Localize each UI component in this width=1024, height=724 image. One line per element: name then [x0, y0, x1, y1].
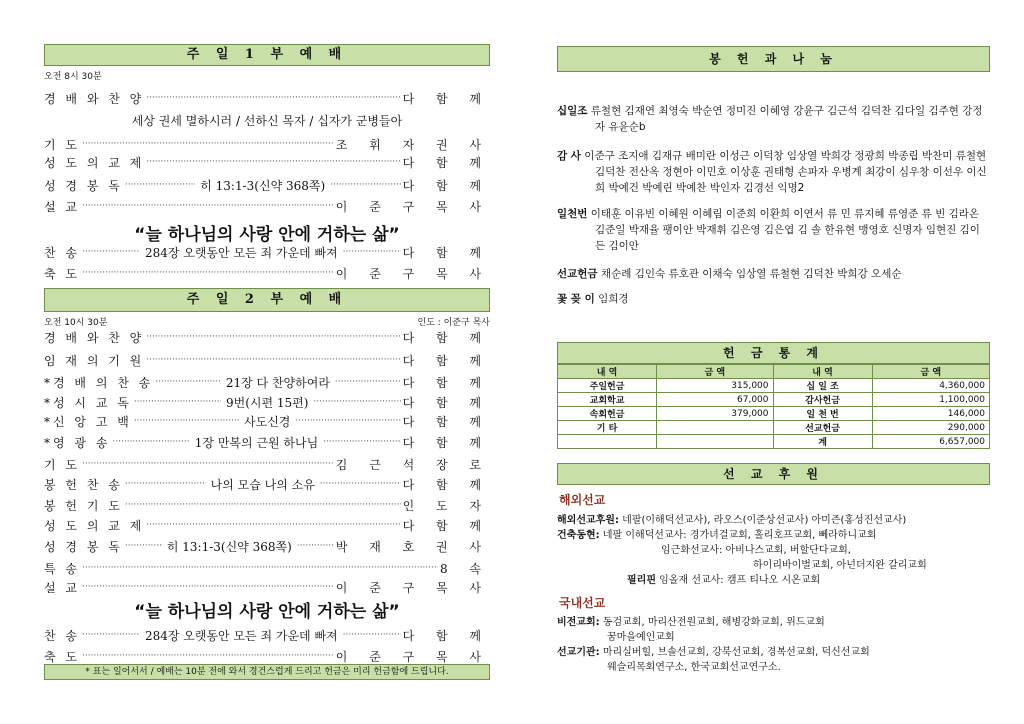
offering-amount: 1,100,000	[872, 393, 989, 407]
overseas-label: 해외선교후원:	[557, 515, 619, 526]
service1-header: 주 일 1 부 예 배	[44, 44, 490, 66]
offering-row	[558, 407, 990, 421]
service1-time: 오전 8시 30분	[44, 72, 102, 82]
building-line3: 하이리바이벌교회, 아넌더지완 갈리교회	[753, 560, 927, 571]
order-detail: 284장 오랫동안 모든 죄 가운데 빠져	[144, 628, 338, 643]
order-leader: 다 함 께	[402, 628, 490, 643]
leader-dots	[125, 541, 162, 551]
order-leader: 다 함 께	[402, 395, 490, 410]
sharing-names: 채순례 김인숙 류호관 이채숙 임상열 류철현 김덕찬 박희강 오세순	[600, 268, 902, 280]
order-label: *영 광 송	[44, 435, 111, 450]
offering-item: 계	[773, 435, 872, 449]
order-row	[44, 135, 490, 153]
order-leader: 다 함 께	[402, 353, 490, 368]
col-item-1: 내 역	[558, 365, 657, 379]
order-leader: 이 준 구 목 사	[335, 266, 490, 281]
sharing-names: 이태훈 이유빈 이혜원 이혜림 이준희 이환희 이연서 류 민 류지혜 류영준 류 빈 김라온 김준일 박재율 팽이안 박재휘 김은영 김은엽 김 솔 한유현 맹영호 신명자 임현진 김이든 김이안	[590, 208, 980, 252]
leader-dots	[146, 355, 400, 365]
order-row	[44, 516, 490, 534]
leader-dots	[82, 139, 334, 149]
leader-dots	[343, 630, 401, 640]
offering-item: 일 천 번	[773, 407, 872, 421]
offering-row	[558, 435, 990, 449]
order-leader: 김 근 석 장 로	[335, 457, 490, 472]
order-label: 성 경 봉 독	[44, 539, 123, 554]
leader-dots	[146, 157, 400, 167]
order-row	[44, 559, 490, 577]
offering-amount: 146,000	[872, 407, 989, 421]
offering-item: 십 일 조	[773, 379, 872, 393]
leader-dots	[125, 500, 401, 510]
order-label: 설 교	[44, 199, 80, 214]
sharing-group	[557, 291, 990, 307]
order-label: 축 도	[44, 266, 80, 281]
footer-note: * 표는 일어서서 / 예배는 10분 전에 와서 경건스럽게 드리고 헌금은 미리 헌금함에 드립니다.	[44, 664, 490, 680]
service2-header: 주 일 2 부 예 배	[44, 288, 490, 312]
domestic-mission	[557, 615, 990, 675]
leader-dots	[82, 630, 140, 640]
order-row	[44, 176, 490, 194]
order-row	[44, 328, 490, 346]
order-row	[44, 475, 490, 493]
leader-dots	[82, 563, 438, 573]
leader-dots	[313, 397, 400, 407]
overseas-mission	[557, 513, 990, 588]
building-text: 네팔 이해덕선교사: 경가녀걸교회, 홀리호프교회, 뻬라하니교회	[602, 530, 877, 541]
leader-dots	[82, 247, 140, 257]
sharing-key: 선교헌금	[557, 268, 598, 280]
leader-dots	[335, 377, 401, 387]
offering-amount	[657, 421, 773, 435]
order-detail: 나의 모습 나의 소유	[210, 477, 315, 492]
offering-amount: 379,000	[657, 407, 773, 421]
leader-dots	[82, 582, 334, 592]
leader-dots	[82, 459, 334, 469]
order-row	[44, 496, 490, 514]
order-label: 봉 헌 찬 송	[44, 477, 123, 492]
sharing-header: 봉 헌 과 나 눔	[557, 46, 990, 72]
sharing-names: 이준구 조지애 김재규 배미란 이성근 이덕창 임상열 박희강 정광희 박종립 박찬미 류철현 김덕찬 전산옥 정현아 이민호 이상훈 권태형 손파자 우병계 최강이 심우창 이선우 이신희 박예건 박예린 박예찬 박인자 김경선 익명2	[584, 150, 987, 194]
offering-amount: 315,000	[657, 379, 773, 393]
order-row	[44, 455, 490, 473]
leader-dots	[343, 247, 401, 257]
order-label: 성 경 봉 독	[44, 178, 123, 193]
order-row	[44, 264, 490, 282]
order-detail: 21장 다 찬양하여라	[225, 375, 330, 390]
sharing-key: 꽃 꽂 이	[557, 293, 595, 305]
order-leader: 다 함 께	[402, 245, 490, 260]
building-label: 건축동현:	[557, 530, 600, 541]
sharing-names: 류철현 김재연 최영숙 박순연 정미진 이혜영 강윤구 김근석 김덕찬 김다일 김주현 강정자 유윤순b	[590, 105, 983, 133]
sharing-group	[557, 148, 990, 196]
order-label: 성 도 의 교 제	[44, 518, 145, 533]
order-row	[44, 412, 490, 430]
order-row	[44, 243, 490, 261]
order-label: 설 교	[44, 580, 80, 595]
service2-sermon-title: “늘 하나님의 사랑 안에 거하는 삶”	[134, 602, 400, 622]
leader-dots	[295, 416, 400, 426]
order-detail: 284장 오랫동안 모든 죄 가운데 빠져	[144, 245, 338, 260]
order-label: 경 배 와 찬 양	[44, 91, 145, 106]
order-leader: 이 준 구 목 사	[335, 580, 490, 595]
offering-item: 감사헌금	[773, 393, 872, 407]
offering-item	[558, 435, 657, 449]
leader-dots	[320, 479, 401, 489]
offering-item: 선교헌금	[773, 421, 872, 435]
order-detail: 9번(시편 15편)	[225, 395, 309, 410]
sharing-key: 십일조	[557, 105, 588, 117]
col-amount-2: 금 액	[872, 365, 989, 379]
sharing-key: 일천번	[557, 208, 588, 220]
order-leader: 다 함 께	[402, 518, 490, 533]
domestic-title: 국내선교	[559, 596, 606, 610]
order-leader: 이 준 구 목 사	[335, 649, 490, 664]
leader-dots	[82, 651, 334, 661]
leader-dots	[82, 201, 334, 211]
order-label: 기 도	[44, 137, 80, 152]
org-label: 선교기관:	[557, 647, 600, 658]
leader-dots	[330, 180, 400, 190]
order-leader: 인 도 자	[402, 498, 490, 513]
order-leader: 다 함 께	[402, 375, 490, 390]
order-row	[44, 373, 490, 391]
order-row	[44, 626, 490, 644]
org-text: 마리실버힐, 브솔선교회, 강북선교회, 경복선교회, 덕신선교회	[602, 647, 870, 658]
order-row	[44, 89, 490, 107]
order-label: 임 재 의 기 원	[44, 353, 145, 368]
order-label: 축 도	[44, 649, 80, 664]
leader-dots	[125, 180, 195, 190]
offering-header: 헌 금 통 계	[557, 342, 990, 364]
order-leader: 8 속	[439, 561, 490, 576]
order-row	[44, 351, 490, 369]
order-row	[44, 393, 490, 411]
order-label: 봉 헌 기 도	[44, 498, 123, 513]
offering-item: 속회헌금	[558, 407, 657, 421]
offering-row	[558, 393, 990, 407]
offering-table	[557, 364, 990, 449]
order-row	[44, 153, 490, 171]
leader-dots	[155, 377, 221, 387]
order-label: 특 송	[44, 561, 80, 576]
leader-dots	[323, 437, 400, 447]
vision-label: 비전교회:	[557, 617, 600, 628]
offering-row	[558, 379, 990, 393]
order-detail: 히 13:1-3(신약 368쪽)	[166, 539, 292, 554]
order-detail: 히 13:1-3(신약 368쪽)	[200, 178, 326, 193]
offering-amount	[657, 435, 773, 449]
phil-label: 필리핀	[627, 575, 656, 586]
vision-line2: 꿈마을예인교회	[607, 632, 675, 643]
order-label: *성 시 교 독	[44, 395, 132, 410]
order-leader: 이 준 구 목 사	[335, 199, 490, 214]
service2-leader: 인도 : 이준구 목사	[417, 318, 490, 328]
order-label: 경 배 와 찬 양	[44, 330, 145, 345]
org-line2: 웨슬리목회연구소, 한국교회선교연구소.	[607, 662, 781, 673]
building-line2: 임근화선교사: 아비나스교회, 버할단다교회,	[661, 545, 851, 556]
order-label: 기 도	[44, 457, 80, 472]
service1-song-line: 세상 권세 멸하시러 / 선하신 목자 / 십자가 군병들아	[131, 114, 403, 128]
col-item-2: 내 역	[773, 365, 872, 379]
offering-row	[558, 421, 990, 435]
offering-item: 주일헌금	[558, 379, 657, 393]
leader-dots	[146, 332, 400, 342]
order-leader: 다 함 께	[402, 178, 490, 193]
order-label: 찬 송	[44, 245, 80, 260]
overseas-title: 해외선교	[559, 493, 606, 507]
leader-dots	[82, 268, 334, 278]
offering-table-wrap	[557, 364, 990, 449]
offering-amount: 290,000	[872, 421, 989, 435]
offering-table-header	[558, 365, 990, 379]
col-amount-1: 금 액	[657, 365, 773, 379]
order-leader: 다 함 께	[402, 330, 490, 345]
order-leader: 다 함 께	[402, 414, 490, 429]
order-leader: 다 함 께	[402, 91, 490, 106]
order-label: *경 배 의 찬 송	[44, 375, 154, 390]
leader-dots	[297, 541, 334, 551]
order-row	[44, 578, 490, 596]
order-row	[44, 433, 490, 451]
order-row	[44, 197, 490, 215]
service2-time: 오전 10시 30분	[44, 318, 108, 328]
sharing-names: 임희경	[598, 293, 629, 305]
offering-amount: 67,000	[657, 393, 773, 407]
order-leader: 박 재 호 권 사	[335, 539, 490, 554]
order-leader: 다 함 께	[402, 435, 490, 450]
offering-amount: 6,657,000	[872, 435, 989, 449]
order-detail: 1장 만복의 근원 하나님	[194, 435, 319, 450]
offering-item: 교회학교	[558, 393, 657, 407]
order-leader: 다 함 께	[402, 155, 490, 170]
order-leader: 다 함 께	[402, 477, 490, 492]
sharing-key: 감 사	[557, 150, 581, 162]
vision-text: 동검교회, 마리산전원교회, 해병강화교회, 위드교회	[602, 617, 825, 628]
leader-dots	[125, 479, 206, 489]
leader-dots	[134, 416, 239, 426]
order-leader: 조 휘 자 권 사	[335, 137, 490, 152]
order-label: 성 도 의 교 제	[44, 155, 145, 170]
leader-dots	[134, 397, 221, 407]
order-row	[44, 537, 490, 555]
phil-text: 임올재 선교사: 캠프 티나오 시온교회	[659, 575, 821, 586]
service1-sermon-title: “늘 하나님의 사랑 안에 거하는 삶”	[134, 225, 400, 245]
sharing-group	[557, 266, 990, 282]
order-label: *신 앙 고 백	[44, 414, 132, 429]
order-detail: 사도신경	[244, 414, 291, 429]
offering-amount: 4,360,000	[872, 379, 989, 393]
order-row	[44, 647, 490, 665]
overseas-text: 네팔(이해덕선교사), 라오스(이준상선교사) 아미즌(홍성진선교사)	[622, 515, 907, 526]
sharing-group	[557, 206, 990, 254]
offering-item: 기 타	[558, 421, 657, 435]
leader-dots	[112, 437, 189, 447]
mission-header: 선 교 후 원	[557, 463, 990, 485]
order-label: 찬 송	[44, 628, 80, 643]
sharing-group	[557, 103, 990, 135]
leader-dots	[146, 520, 400, 530]
leader-dots	[146, 93, 400, 103]
